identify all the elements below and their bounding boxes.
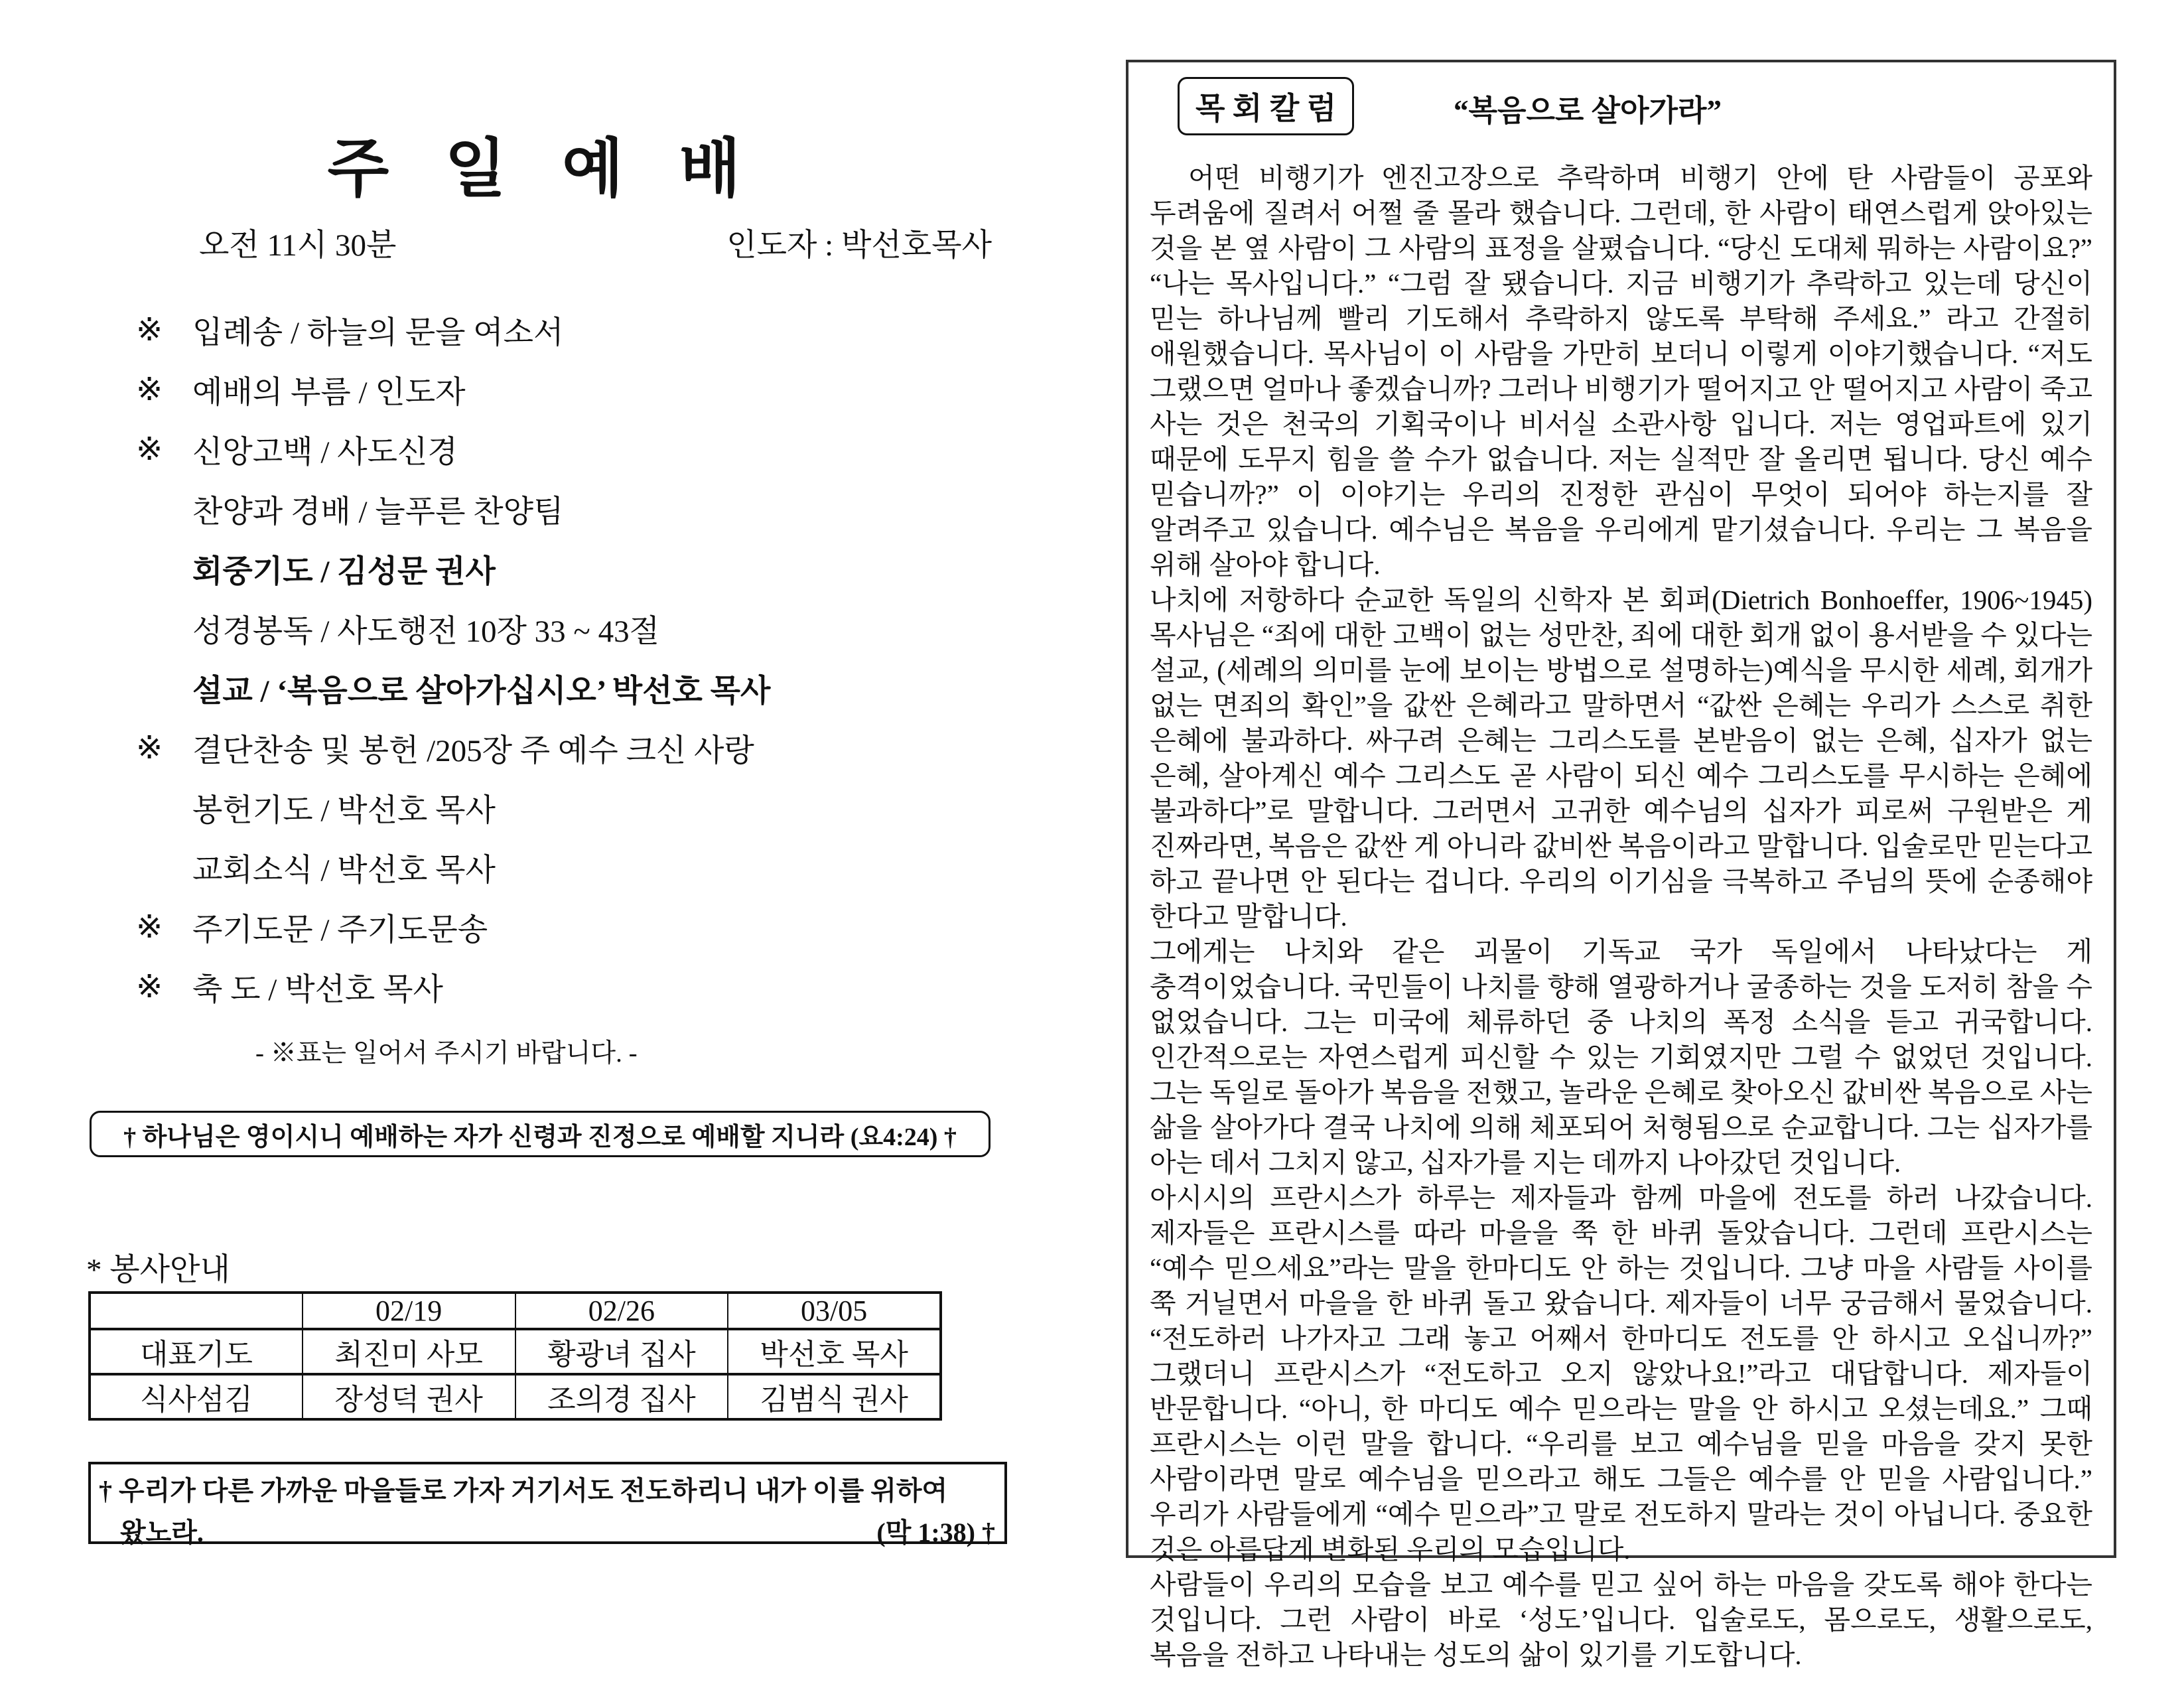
order-item-text: 교회소식 / 박선호 목사	[192, 853, 496, 888]
worship-meta	[199, 220, 992, 265]
table-row	[90, 1374, 941, 1419]
verse-bottom-line1: † 우리가 다른 가까운 마을들로 가자 거기서도 전도하리니 내가 이를 위하여	[99, 1476, 948, 1506]
verse-bottom-continuation: 왔노라.	[120, 1517, 204, 1547]
column-label-box: 목 회 칼 럼	[1178, 77, 1354, 135]
worship-time: 오전 11시 30분	[199, 228, 397, 263]
order-item	[136, 778, 992, 837]
table-header-cell: 02/19	[303, 1293, 515, 1329]
order-item-text: 찬양과 경배 / 늘푸른 찬양팀	[192, 494, 564, 529]
page-title: 주 일 예 배	[327, 133, 761, 204]
verse-box-top: † 하나님은 영이시니 예배하는 자가 신령과 진정으로 예배할 지니라 (요4:24) †	[90, 1111, 990, 1157]
order-item	[136, 599, 992, 658]
table-cell: 식사섬김	[90, 1374, 303, 1419]
stand-mark: ※	[136, 910, 163, 945]
stand-mark: ※	[136, 432, 163, 467]
service-duty-table	[88, 1291, 942, 1421]
table-header-cell	[90, 1293, 303, 1329]
order-item	[136, 837, 992, 897]
order-item-text: 입례송 / 하늘의 문을 여소서	[192, 315, 564, 350]
column-body	[1150, 161, 2092, 1673]
order-item-text: 성경봉독 / 사도행전 10장 33 ~ 43절	[192, 614, 660, 649]
order-item	[136, 658, 992, 718]
stand-mark: ※	[136, 731, 163, 766]
column-paragraph: 사람들이 우리의 모습을 보고 예수를 믿고 싶어 하는 마음을 갖도록 해야 한다는 것입니다. 그런 사람이 바로 ‘성도’입니다. 입술로도, 몸으로도, 생활으로도, 복음을 전하고 나타내는 성도의 삶이 있기를 기도합니다.	[1150, 1569, 2092, 1670]
table-cell: 박선호 목사	[728, 1329, 941, 1374]
stand-mark: ※	[136, 969, 163, 1005]
verse-bottom-reference: (막 1:38) †	[876, 1517, 995, 1547]
table-header-cell: 02/26	[515, 1293, 728, 1329]
order-item	[136, 897, 992, 957]
stand-mark: ※	[136, 313, 163, 348]
table-cell: 장성덕 권사	[303, 1374, 515, 1419]
column-paragraph: 어떤 비행기가 엔진고장으로 추락하며 비행기 안에 탄 사람들이 공포와 두려움에 질려서 어쩔 줄 몰라 했습니다. 그런데, 한 사람이 태연스럽게 앉아있는 것을 본 옆 사람이 그 사람의 표정을 살폈습니다. “당신 도대체 뭐하는 사람이요?” “나는 목사입니다.” “그럼 잘 됐습니다. 지금 비행기가 추락하고 있는데 당신이 믿는 하나님께 빨리 기도해서 추락하지 않도록 부탁해 주세요.” 라고 간절히 애원했습니다. 목사님이 이 사람을 가만히 보더니 이렇게 이야기했습니다. “저도 그랬으면 얼마나 좋겠습니까? 그러나 비행기가 떨어지고 안 떨어지고 사람이 죽고 사는 것은 천국의 기획국이나 비서실 소관사항 입니다. 저는 영업파트에 있기 때문에 도무지 힘을 쓸 수가 없습니다. 저는 실적만 잘 올리면 됩니다. 당신 예수 믿습니까?” 이 이야기는 우리의 진정한 관심이 무엇이 되어야 하는지를 잘 알려주고 있습니다. 예수님은 복음을 우리에게 맡기셨습니다. 우리는 그 복음을 위해 살아야 합니다.	[1150, 163, 2092, 580]
column-title: “복음으로 살아가라”	[1454, 94, 1722, 127]
table-cell: 황광녀 집사	[515, 1329, 728, 1374]
order-item-text: 회중기도 / 김성문 권사	[192, 554, 496, 589]
verse-box-bottom	[88, 1462, 1007, 1547]
order-item	[136, 300, 992, 360]
order-of-worship-list	[136, 300, 992, 1017]
column-paragraph: 그에게는 나치와 같은 괴물이 기독교 국가 독일에서 나타났다는 게 충격이었습니다. 국민들이 나치를 향해 열광하거나 굴종하는 것을 도저히 참을 수 없었습니다. 그는 미국에 체류하던 중 나치의 폭정 소식을 듣고 귀국합니다. 인간적으로는 자연스럽게 피신할 수 있는 기회였지만 그럴 수 없었던 것입니다. 그는 독일로 돌아가 복음을 전했고, 놀라운 은혜로 찾아오신 값비싼 복음으로 사는 삶을 살아가다 결국 나치에 의해 체포되어 처형됨으로 순교합니다. 그는 십자가를 아는 데서 그치지 않고, 십자가를 지는 데까지 나아갔던 것입니다.	[1150, 936, 2092, 1178]
order-item	[136, 419, 992, 479]
order-item-text: 봉헌기도 / 박선호 목사	[192, 793, 496, 828]
column-header	[1150, 76, 2092, 161]
worship-leader: 인도자 : 박선호목사	[726, 228, 992, 263]
column-paragraph: 아시시의 프란시스가 하루는 제자들과 함께 마을에 전도를 하러 나갔습니다. 제자들은 프란시스를 따라 마을을 쭉 한 바퀴 돌았습니다. 그런데 프란시스는 “예수 믿으세요”라는 말을 한마디도 안 하는 것입니다. 그냥 마을 사람들 사이를 쭉 거닐면서 마을을 한 바퀴 돌고 왔습니다. 제자들이 너무 궁금해서 물었습니다. “전도하러 나가자고 그래 놓고 어째서 한마디도 전도를 안 하시고 오십니까?” 그랬더니 프란시스가 “전도하고 오지 않았나요!”라고 대답합니다. 제자들이 반문합니다. “아니, 한 마디도 예수 믿으라는 말을 안 하시고 오셨는데요.” 그때 프란시스는 이런 말을 합니다. “우리를 보고 예수님을 믿을 마음을 갖지 못한 사람이라면 말로 예수님을 믿으라고 해도 그들은 예수를 안 믿을 사람입니다.” 우리가 사람들에게 “예수 믿으라”고 말로 전도하지 말라는 것이 아닙니다. 중요한 것은 아름답게 변화된 우리의 모습입니다.	[1150, 1182, 2092, 1565]
order-item-text: 주기도문 / 주기도문송	[192, 912, 488, 948]
table-cell: 조의경 집사	[515, 1374, 728, 1419]
order-item-text: 예배의 부름 / 인도자	[192, 375, 466, 410]
worship-order-page	[86, 0, 1002, 1692]
order-item	[136, 539, 992, 599]
table-header-row	[90, 1293, 941, 1329]
stand-mark: ※	[136, 372, 163, 407]
order-item-text: 설교 / ‘복음으로 살아가십시오’ 박선호 목사	[192, 673, 771, 709]
table-cell: 김범식 권사	[728, 1374, 941, 1419]
verse-bottom-line2	[99, 1512, 995, 1549]
stand-note: - ※표는 일어서 주시기 바랍니다. -	[255, 1039, 638, 1068]
table-row	[90, 1329, 941, 1374]
table-cell: 최진미 사모	[303, 1329, 515, 1374]
order-item	[136, 957, 992, 1017]
order-item	[136, 718, 992, 778]
table-cell: 대표기도	[90, 1329, 303, 1374]
pastoral-column-page	[1126, 60, 2116, 1670]
table-header-cell: 03/05	[728, 1293, 941, 1329]
order-item-text: 신앙고백 / 사도신경	[192, 435, 458, 470]
order-item-text: 축 도 / 박선호 목사	[192, 972, 443, 1007]
order-item	[136, 360, 992, 419]
service-guide-heading: * 봉사안내	[86, 1253, 230, 1287]
column-paragraph: 나치에 저항하다 순교한 독일의 신학자 본 회퍼(Dietrich Bonhoeffer, 1906~1945) 목사님은 “죄에 대한 고백이 없는 성만찬, 죄에 대한 회개 없이 용서받을 수 있다는 설교, (세례의 의미를 눈에 보이는 방법으로 설명하는)예식을 무시한 세례, 회개가 없는 면죄의 확인”을 값싼 은혜라고 말하면서 “값싼 은혜는 우리가 스스로 취한 은혜에 불과하다. 싸구려 은혜는 그리스도를 본받음이 없는 은혜, 십자가 없는 은혜, 살아계신 예수 그리스도 곧 사람이 되신 예수 그리스도를 무시하는 은혜에 불과하다”로 말합니다. 그러면서 고귀한 예수님의 십자가 피로써 구원받은 게 진짜라면, 복음은 값싼 게 아니라 값비싼 복음이라고 말합니다. 입술로만 믿는다고 하고 끝나면 안 된다는 겁니다. 우리의 이기심을 극복하고 주님의 뜻에 순종해야 한다고 말합니다.	[1150, 585, 2092, 932]
order-item	[136, 479, 992, 539]
order-item-text: 결단찬송 및 봉헌 /205장 주 예수 크신 사랑	[192, 733, 754, 768]
